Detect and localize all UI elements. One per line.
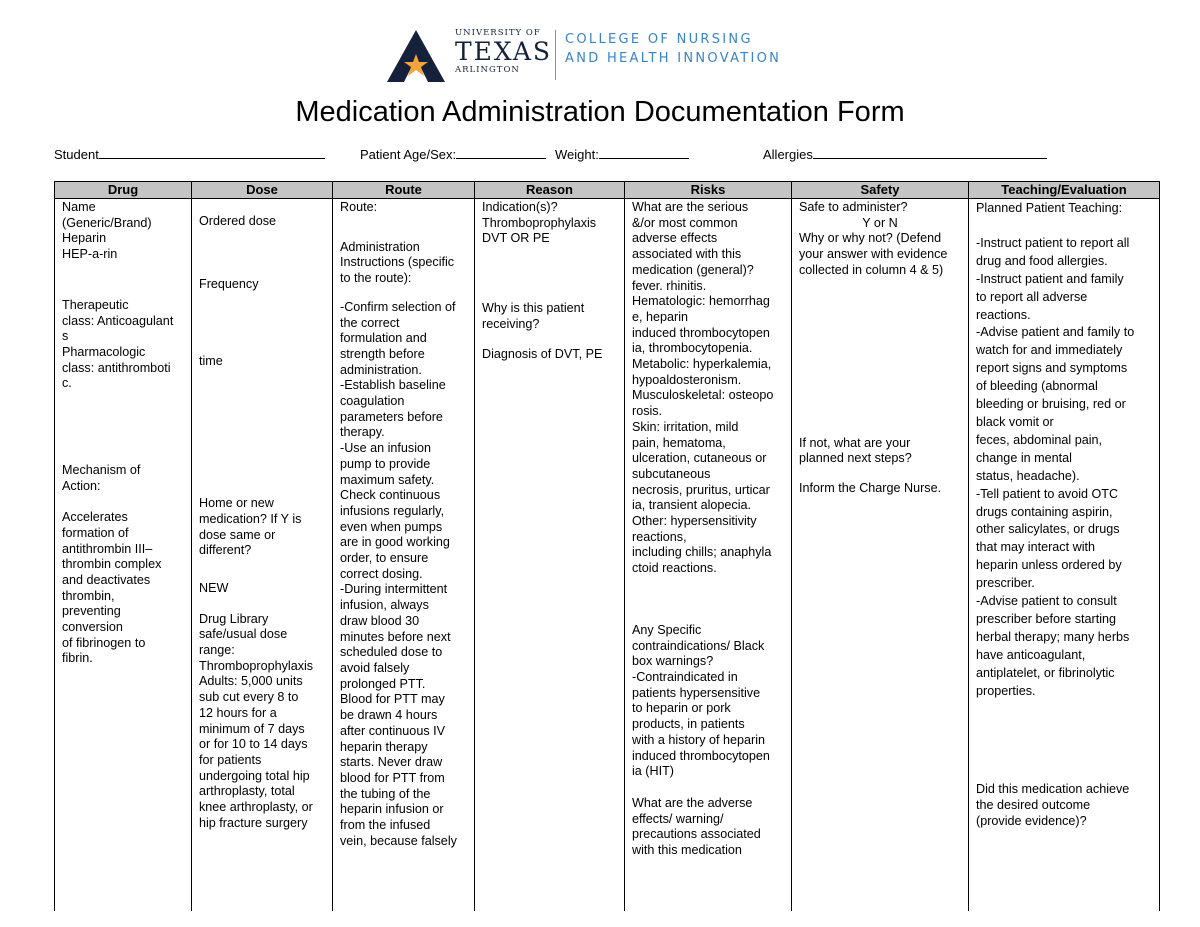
reason-why: Why is this patient receiving?: [482, 301, 585, 331]
header-safety: Safety: [792, 182, 969, 199]
age-sex-blank[interactable]: [456, 146, 546, 159]
allergies-field: [763, 146, 1047, 162]
university-logo: [385, 28, 825, 84]
risks-warnings: What are the adverse effects/ warning/ precautions associated with this medication: [632, 795, 761, 858]
route-label: Route:: [340, 200, 378, 214]
safety-why: Why or why not? (Defend your answer with evidence collected in column 4 & 5): [799, 231, 948, 277]
college-line-1: COLLEGE OF NURSING: [565, 32, 753, 47]
weight-field: [555, 146, 689, 162]
age-sex-label: Patient Age/Sex:: [360, 147, 457, 162]
header-drug: Drug: [55, 182, 192, 199]
header-risks: Risks: [625, 182, 792, 199]
allergies-blank[interactable]: [813, 146, 1047, 159]
safety-inform: Inform the Charge Nurse.: [799, 480, 942, 495]
university-name: [455, 28, 553, 75]
university-of-text: UNIVERSITY OF: [455, 28, 541, 38]
texas-text: TEXAS: [455, 37, 553, 66]
patient-age-sex-field: [360, 146, 546, 162]
route-instructions: Administration Instructions (specific to the route):: [340, 239, 455, 286]
safety-administer: Safe to administer?: [799, 200, 908, 214]
college-line-2: AND HEALTH INNOVATION: [565, 51, 782, 66]
student-blank[interactable]: [99, 146, 325, 159]
dose-library: Drug Library safe/usual dose range: Thromboprophylaxis Adults: 5,000 units sub cut every 8 to 12 hours for a minimum of 7 days or for 10 to 14 days for patients undergoing total hip arthroplasty, total knee arthroplasty, or hip fracture surgery: [199, 611, 314, 830]
safety-yes-no: Y or N: [862, 215, 898, 230]
safety-next-steps: If not, what are your planned next steps?: [799, 435, 912, 466]
table-row: [55, 199, 1160, 912]
dose-time: time: [199, 354, 223, 369]
reason-diagnosis: Diagnosis of DVT, PE: [482, 346, 603, 361]
weight-label: Weight:: [555, 147, 599, 162]
weight-blank[interactable]: [599, 146, 689, 159]
drug-name: Name (Generic/Brand) Heparin HEP-a-rin: [62, 200, 152, 262]
drug-mechanism: Mechanism of Action: Accelerates formation of antithrombin III– thrombin complex and deactivates thrombin, preventing conversion of fibrinogen to fibrin.: [62, 463, 162, 666]
teaching-cell: [969, 199, 1160, 912]
route-steps: -Confirm selection of the correct formulation and strength before administration. -Establish baseline coagulation parameters before therapy. -Use an infusion pump to provide maximum safety. Check continuous infusions regularly, even when pumps are in good working order, to ensure correct dosing. -During intermittent infusion, always draw blood 30 minutes before next scheduled dose to avoid falsely prolonged PTT. Blood for PTT may be drawn 4 hours after continuous IV heparin therapy starts. Never draw blood for PTT from the tubing of the heparin infusion or from the infused vein, because falsely: [340, 299, 457, 848]
teaching-items: -Instruct patient to report all drug and food allergies. -Instruct patient and family to report all adverse reactions. -Advise patient and family to watch for and immediately report signs and symptoms of bleeding (abnormal bleeding or bruising, red or black vomit or feces, abdominal pain, change in mental status, headache). -Tell patient to avoid OTC drugs containing aspirin, other salicylates, or drugs that may interact with heparin unless ordered by prescriber. -Advise patient to consult prescriber before starting herbal therapy; many herbs have anticoagulant, antiplatelet, or fibrinolytic properties.: [976, 235, 1135, 698]
route-cell: [333, 199, 475, 912]
student-label: Student: [54, 147, 99, 162]
teaching-planned: Planned Patient Teaching:: [976, 201, 1123, 215]
header-reason: Reason: [475, 182, 625, 199]
table-header-row: [55, 182, 1160, 199]
form-title: Medication Administration Documentation Form: [295, 96, 905, 128]
drug-class: Therapeutic class: Anticoagulant s Pharmacologic class: antithromboti c.: [62, 297, 174, 391]
dose-cell: [192, 199, 333, 912]
dose-new: NEW: [199, 580, 229, 595]
dose-frequency: Frequency: [199, 276, 259, 291]
header-dose: Dose: [192, 182, 333, 199]
medication-table: [54, 181, 1160, 911]
student-field: [54, 146, 325, 162]
reason-cell: [475, 199, 625, 912]
risks-cell: [625, 199, 792, 912]
header-teaching: Teaching/Evaluation: [969, 182, 1160, 199]
risks-adverse: What are the serious &/or most common adverse effects associated with this medication (general)? fever. rhinitis. Hematologic: hemorrhag e, heparin induced thrombocytopen ia, thrombocytopenia. Metabolic: hyperkalemia, hypoaldosteronism. Musculoskeletal: osteopo rosis. Skin: irritation, mild pain, hematoma, ulceration, cutaneous or subcutaneous necrosis, pruritus, urticar ia, transient alopecia. Other: hypersensitivity reactions, including chills; anaphyla ctoid reactions.: [632, 200, 774, 576]
college-name: [565, 30, 781, 68]
uta-star-a-icon: [385, 28, 447, 84]
logo-divider: [555, 30, 556, 80]
arlington-text: ARLINGTON: [455, 65, 520, 75]
dose-ordered: Ordered dose: [199, 214, 277, 228]
header-route: Route: [333, 182, 475, 199]
risks-contraindications: Any Specific contraindications/ Black box warnings? -Contraindicated in patients hypersensitive to heparin or pork products, in patients with a history of heparin induced thrombocytopen ia (HIT): [632, 622, 770, 779]
allergies-label: Allergies: [763, 147, 813, 162]
reason-indication: Indication(s)? Thromboprophylaxis DVT OR PE: [482, 200, 597, 246]
teaching-outcome: Did this medication achieve the desired outcome (provide evidence)?: [976, 782, 1130, 828]
safety-cell: [792, 199, 969, 912]
dose-home-new: Home or new medication? If Y is dose same or different?: [199, 496, 302, 558]
drug-cell: [55, 199, 192, 912]
